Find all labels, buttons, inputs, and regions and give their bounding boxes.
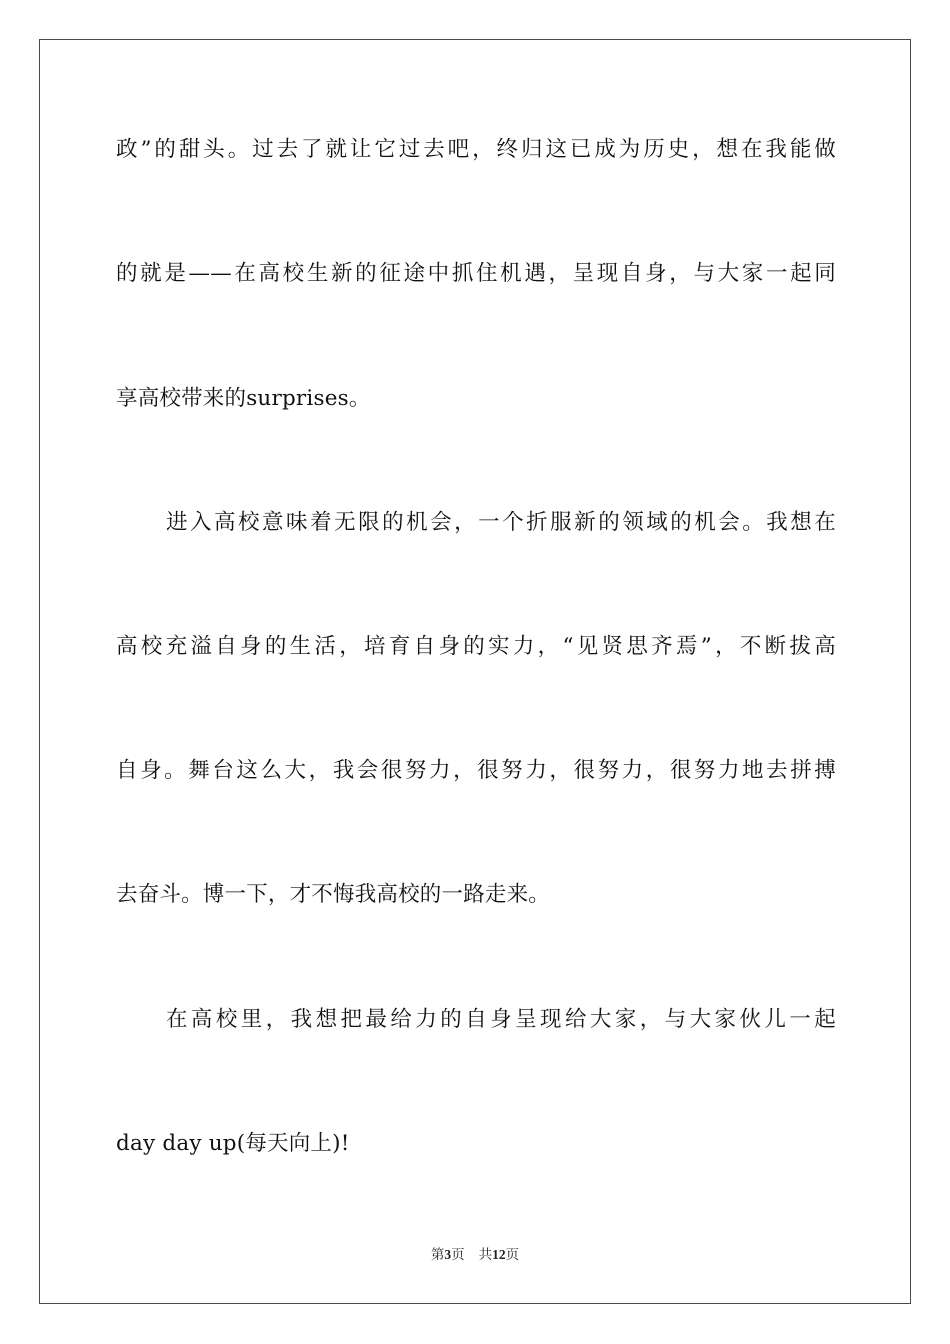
text-line: 在高校里，我想把最给力的自身呈现给大家，与大家伙儿一起	[166, 1007, 836, 1032]
page-suffix: 页	[451, 1247, 465, 1262]
text-line: 政”的甜头。过去了就让它过去吧，终归这已成为历史，想在我能做	[116, 137, 836, 162]
text-line: 高校充溢自身的生活，培育自身的实力，“见贤思齐焉”，不断拔高	[116, 634, 836, 659]
total-suffix: 页	[505, 1247, 520, 1262]
text-line: day day up(每天向上)!	[116, 1131, 350, 1156]
total-pages: 12	[492, 1247, 506, 1262]
text-line: 自身。舞台这么大，我会很努力，很努力，很努力，很努力地去拼搏	[116, 758, 836, 783]
text-line: 去奋斗。博一下，才不悔我高校的一路走来。	[116, 882, 551, 907]
page-prefix: 第	[430, 1247, 445, 1262]
page-footer	[0, 1245, 950, 1265]
text-line: 进入高校意味着无限的机会，一个折服新的领域的机会。我想在	[166, 510, 836, 535]
total-prefix: 共	[478, 1247, 493, 1262]
text-line: 享高校带来的surprises。	[116, 386, 371, 411]
page-border	[39, 39, 911, 1304]
text-line: 的就是——在高校生新的征途中抓住机遇，呈现自身，与大家一起同	[116, 261, 836, 286]
page-number: 3	[444, 1247, 452, 1262]
